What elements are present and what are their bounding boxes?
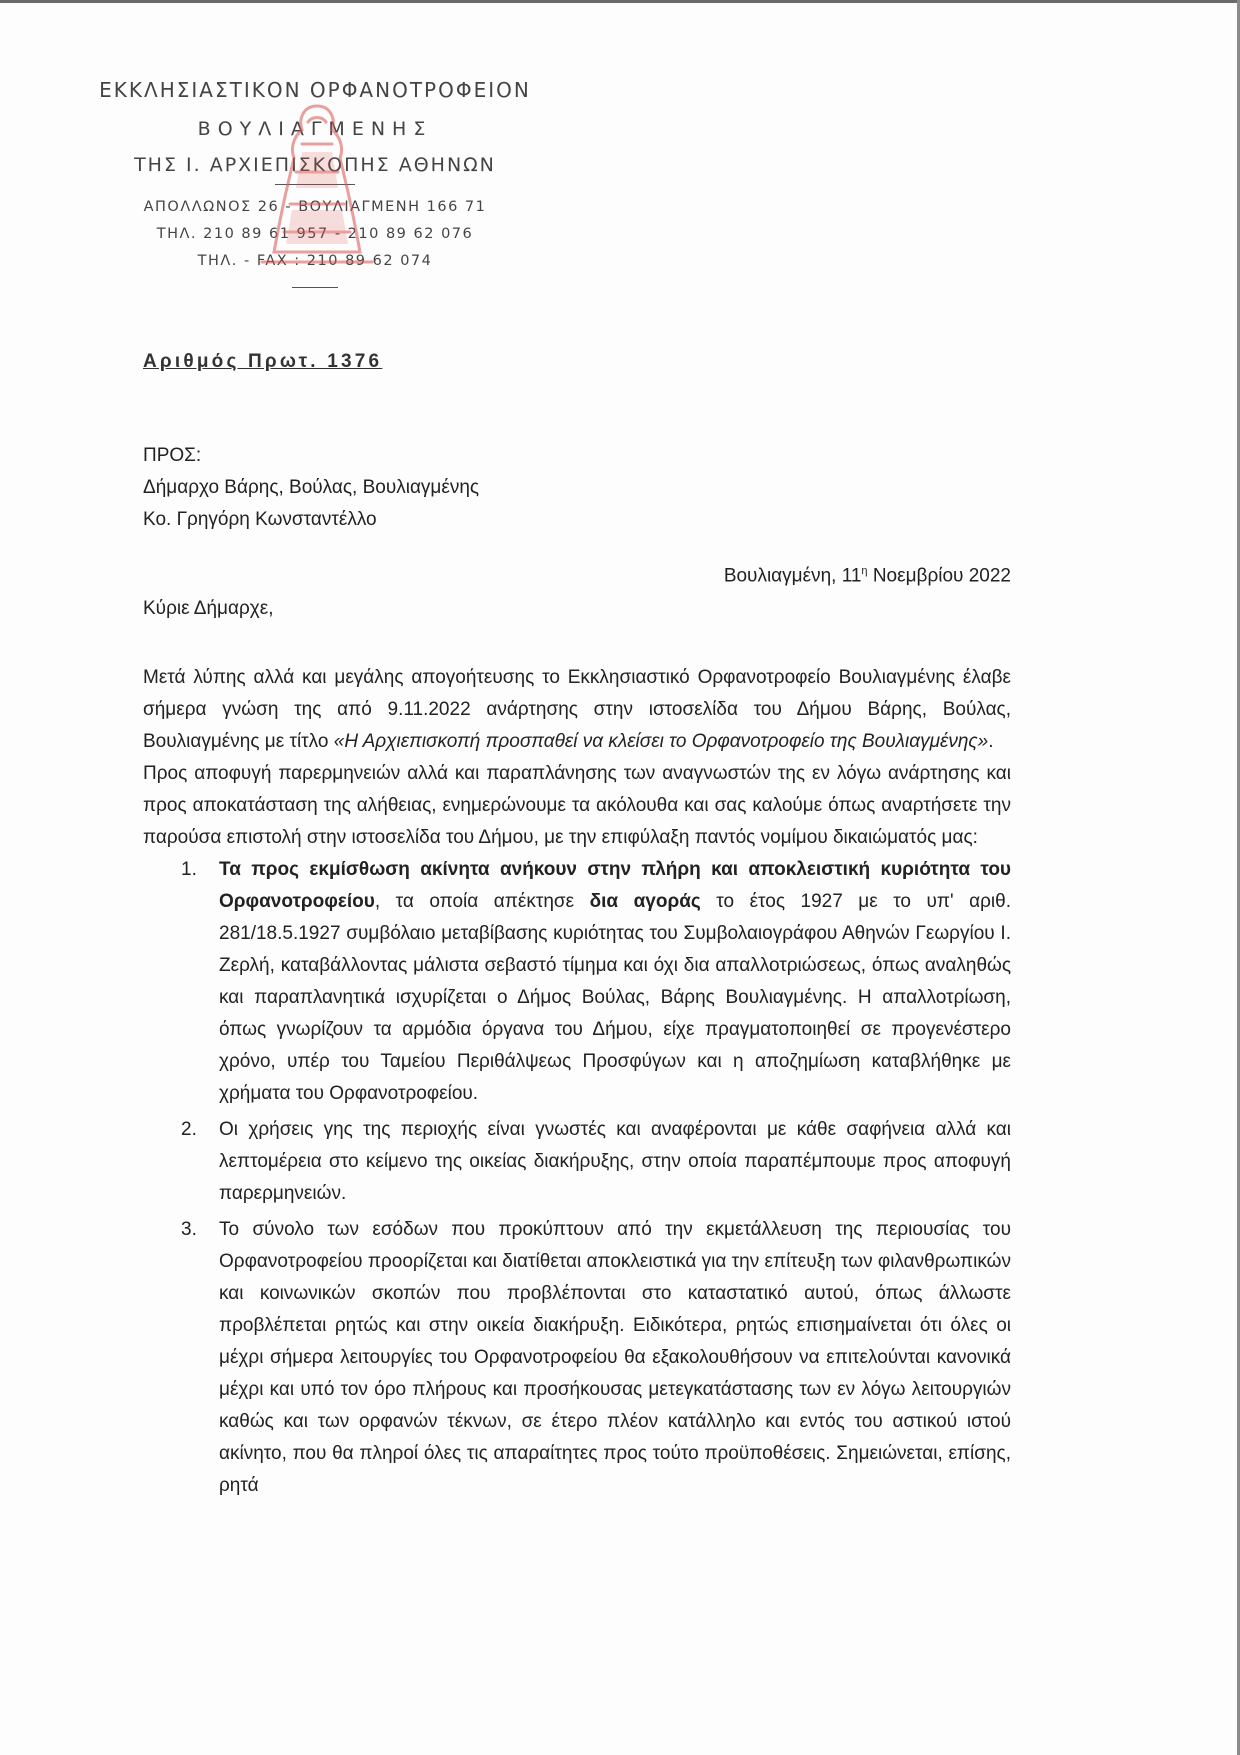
recipient-line-2: Κο. Γρηγόρη Κωνσταντέλλο: [143, 509, 377, 530]
list-item-text: Οι χρήσεις γης της περιοχής είναι γνωστές και αναφέρονται με κάθε σαφήνεια αλλά και λεπτομέρεια στο κείμενο της οικείας διακήρυξης, στην οποία παραπέμπουμε προς αποφυγή παρερμηνειών.: [219, 1119, 1011, 1204]
letterhead-divider: [275, 184, 355, 185]
salutation: Κύριε Δήμαρχε,: [143, 598, 274, 619]
list-item-number: 3.: [181, 1219, 197, 1240]
intro-title-quote: «Η Αρχιεπισκοπή προσπαθεί να κλείσει το Ορφανοτροφείο της Βουλιαγμένης»: [333, 731, 989, 752]
letterhead-location: ΒΟΥΛΙΑΓΜΕΝΗΣ: [197, 118, 433, 140]
recipient-block: [143, 440, 479, 536]
intro-paragraph: [143, 662, 1011, 758]
letterhead-org-name: ΕΚΚΛΗΣΙΑΣΤΙΚΟΝ ΟΡΦΑΝΟΤΡΟΦΕΙΟΝ: [99, 78, 531, 102]
date-ordinal: η: [861, 565, 868, 577]
scan-edge-top: [0, 0, 1240, 3]
letterhead-phones: ΤΗΛ. 210 89 61 957 - 210 89 62 076: [156, 226, 474, 242]
letterhead: [70, 78, 560, 288]
letterhead-archdiocese: ΤΗΣ Ι. ΑΡΧΙΕΠΙΣΚΟΠΗΣ ΑΘΗΝΩΝ: [134, 154, 496, 176]
letterhead-divider-bottom: [292, 287, 338, 288]
letterhead-fax: ΤΗΛ. - FAX : 210 89 62 074: [197, 253, 433, 269]
list-item-text: Το σύνολο των εσόδων που προκύπτουν από την εκμετάλλευση της περιουσίας του Ορφανοτροφείου προορίζεται και διατίθεται αποκλειστικά για την επίτευξη των φιλανθρωπικών και κοινωνικών σκοπών που προβλέπονται στο καταστατικό αυτού, όπως άλλωστε προβλέπεται ρητώς και στην οικεία διακήρυξη. Ειδικότερα, ρητώς επισημαίνεται ότι όλες οι μέχρι σήμερα λειτουργίες του Ορφανοτροφείου θα εξακολουθήσουν να επιτελούνται κανονικά μέχρι και υπό τον όρο πλήρους και προσήκουσας μετεγκατάστασης των εν λόγω λειτουργιών καθώς και των ορφανών τέκνων, σε έτερο πλέον κατάλληλο και εντός του αστικού ιστού ακίνητο, που θα πληροί όλες τις απαραίτητες προς τούτο προϋποθέσεις. Σημειώνεται, επίσης, ρητά: [219, 1219, 1011, 1496]
list-item-text: , τα οποία απέκτησε: [374, 891, 590, 912]
intro-end: .: [988, 731, 994, 752]
list-item: [143, 1214, 1011, 1502]
list-item-number: 1.: [181, 859, 197, 880]
points-list: [143, 854, 1011, 1502]
list-item-text: το έτος 1927 με το υπ' αριθ. 281/18.5.1927 συμβόλαιο μεταβίβασης κυριότητας του Συμβολαιογράφου Αθηνών Γεωργίου Ι. Ζερλή, καταβάλλοντας μάλιστα σεβαστό τίμημα και όχι δια απαλλοτριώσεως, όπως αναληθώς και παραπλανητικά ισχυρίζεται ο Δήμος Βούλας, Βάρης Βουλιαγμένης. Η απαλλοτρίωση, όπως γνωρίζουν τα αρμόδια όργανα του Δήμου, είχε πραγματοποιηθεί σε προγενέστερο χρόνο, υπέρ του Ταμείου Περιθάλψεως Προσφύγων και η αποζημίωση καταβλήθηκε με χρήματα του Ορφανοτροφείου.: [219, 891, 1011, 1104]
date-prefix: Βουλιαγμένη, 11: [723, 565, 862, 587]
list-item: [143, 1114, 1011, 1210]
request-paragraph: Προς αποφυγή παρερμηνειών αλλά και παραπλάνησης των αναγνωστών της εν λόγω ανάρτησης και προς αποκατάσταση της αλήθειας, ενημερώνουμε τα ακόλουθα και σας καλούμε όπως αναρτήσετε την παρούσα επιστολή στην ιστοσελίδα του Δήμου, με την επιφύλαξη παντός νομίμου δικαιώματός μας:: [143, 763, 1011, 848]
recipient-line-1: Δήμαρχο Βάρης, Βούλας, Βουλιαγμένης: [143, 477, 480, 498]
list-item-number: 2.: [181, 1119, 197, 1140]
list-item-bold: δια αγοράς: [589, 891, 701, 912]
intro-text: Μετά λύπης αλλά και μεγάλης απογοήτευσης το Εκκλησιαστικό Ορφανοτροφείο Βουλιαγμένης έλαβε σήμερα γνώση της από 9.11.2022 ανάρτησης στην ιστοσελίδα του Δήμου Βάρης, Βούλας, Βουλιαγμένης με τίτλο: [143, 667, 1011, 752]
letter-date: [724, 565, 1011, 587]
protocol-number: Αριθμός Πρωτ. 1376: [143, 351, 383, 372]
list-item: [143, 854, 1011, 1110]
date-suffix: Νοεμβρίου 2022: [867, 565, 1011, 587]
letter-body: [143, 662, 1011, 1506]
letterhead-address: ΑΠΟΛΛΩΝΟΣ 26 - ΒΟΥΛΙΑΓΜΕΝΗ 166 71: [143, 199, 487, 215]
list-item-bold: Τα προς εκμίσθωση ακίνητα ανήκουν στην πλήρη και αποκλειστική κυριότητα του Ορφανοτροφείου: [219, 859, 1011, 912]
recipient-to-label: ΠΡΟΣ:: [143, 445, 202, 466]
